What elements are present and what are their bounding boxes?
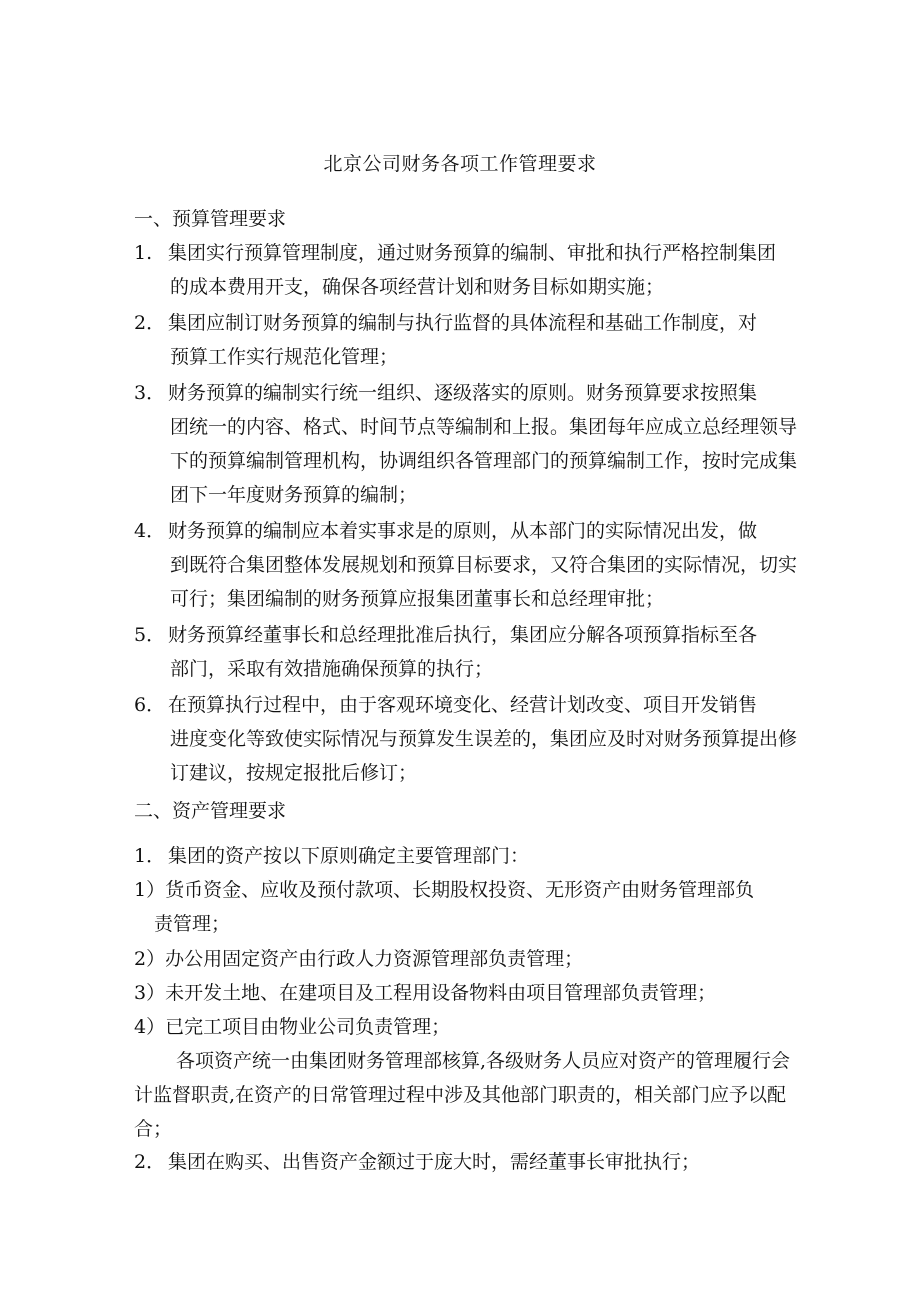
section-heading-budget: 一、预算管理要求	[134, 208, 287, 230]
budget-item-5	[134, 618, 804, 686]
item-number: 4．	[134, 520, 166, 542]
asset-subitem-3	[134, 976, 804, 1010]
budget-item-4	[134, 514, 804, 616]
asset-subitem-1	[134, 873, 804, 941]
subitem-text: 已完工项目由物业公司负责管理；	[165, 1016, 451, 1038]
subitem-number: 2）	[134, 948, 166, 970]
budget-item-1	[134, 236, 804, 304]
item-number: 2．	[134, 312, 166, 334]
item-text-cont: 部门，采取有效措施确保预算的执行；	[170, 658, 494, 680]
item-text: 集团应制订财务预算的编制与执行监督的具体流程和基础工作制度，对	[168, 312, 758, 334]
asset-item-2	[134, 1145, 804, 1179]
asset-paragraph: 各项资产统一由集团财务管理部核算,各级财务人员应对资产的管理履行会计监督职责,在资产的日常管理过程中涉及其他部门职责的，相关部门应予以配合；	[134, 1050, 791, 1140]
item-text-cont: 的成本费用开支，确保各项经营计划和财务目标如期实施；	[170, 276, 665, 298]
item-text: 财务预算经董事长和总经理批准后执行，集团应分解各项预算指标至各	[168, 624, 758, 646]
item-text: 集团的资产按以下原则确定主要管理部门：	[168, 845, 530, 867]
item-number: 3．	[134, 382, 166, 404]
item-number: 1．	[134, 845, 166, 867]
subitem-number: 1）	[134, 879, 166, 901]
item-text: 在预算执行过程中，由于客观环境变化、经营计划改变、项目开发销售	[168, 694, 758, 716]
item-number: 2．	[134, 1151, 166, 1173]
asset-item-1	[134, 839, 804, 873]
item-text-cont: 预算工作实行规范化管理；	[170, 346, 399, 368]
item-number: 1.	[134, 242, 153, 264]
budget-item-3	[134, 376, 804, 512]
budget-item-6	[134, 688, 804, 790]
budget-item-2	[134, 306, 804, 374]
item-text: 集团在购买、出售资产金额过于庞大时，需经董事长审批执行；	[168, 1151, 701, 1173]
section-heading-assets: 二、资产管理要求	[134, 800, 287, 822]
item-text: 财务预算的编制应本着实事求是的原则，从本部门的实际情况出发，做	[168, 520, 758, 542]
subitem-number: 3）	[134, 982, 166, 1004]
asset-subitem-4	[134, 1010, 804, 1044]
subitem-text: 办公用固定资产由行政人力资源管理部负责管理；	[165, 948, 584, 970]
item-text-cont: 到既符合集团整体发展规划和预算目标要求，又符合集团的实际情况，切实可行；集团编制的财务预算应报集团董事长和总经理审批；	[170, 554, 798, 610]
item-text: 财务预算的编制实行统一组织、逐级落实的原则。财务预算要求按照集	[168, 382, 758, 404]
item-number: 6．	[134, 694, 166, 716]
subitem-text: 货币资金、应收及预付款项、长期股权投资、无形资产由财务管理部负	[165, 879, 755, 901]
subitem-text: 未开发土地、在建项目及工程用设备物料由项目管理部负责管理；	[165, 982, 717, 1004]
item-number: 5．	[134, 624, 166, 646]
document-title: 北京公司财务各项工作管理要求	[323, 153, 597, 175]
subitem-text-cont: 责管理；	[154, 913, 231, 935]
item-text-cont: 进度变化等致使实际情况与预算发生误差的，集团应及时对财务预算提出修订建议，按规定报批后修订；	[170, 728, 798, 784]
asset-subitem-2	[134, 942, 804, 976]
item-text-cont: 团统一的内容、格式、时间节点等编制和上报。集团每年应成立总经理领导下的预算编制管理机构，协调组织各管理部门的预算编制工作，按时完成集团下一年度财务预算的编制；	[170, 416, 798, 506]
item-text: 集团实行预算管理制度，通过财务预算的编制、审批和执行严格控制集团	[168, 242, 777, 264]
subitem-number: 4）	[134, 1016, 166, 1038]
